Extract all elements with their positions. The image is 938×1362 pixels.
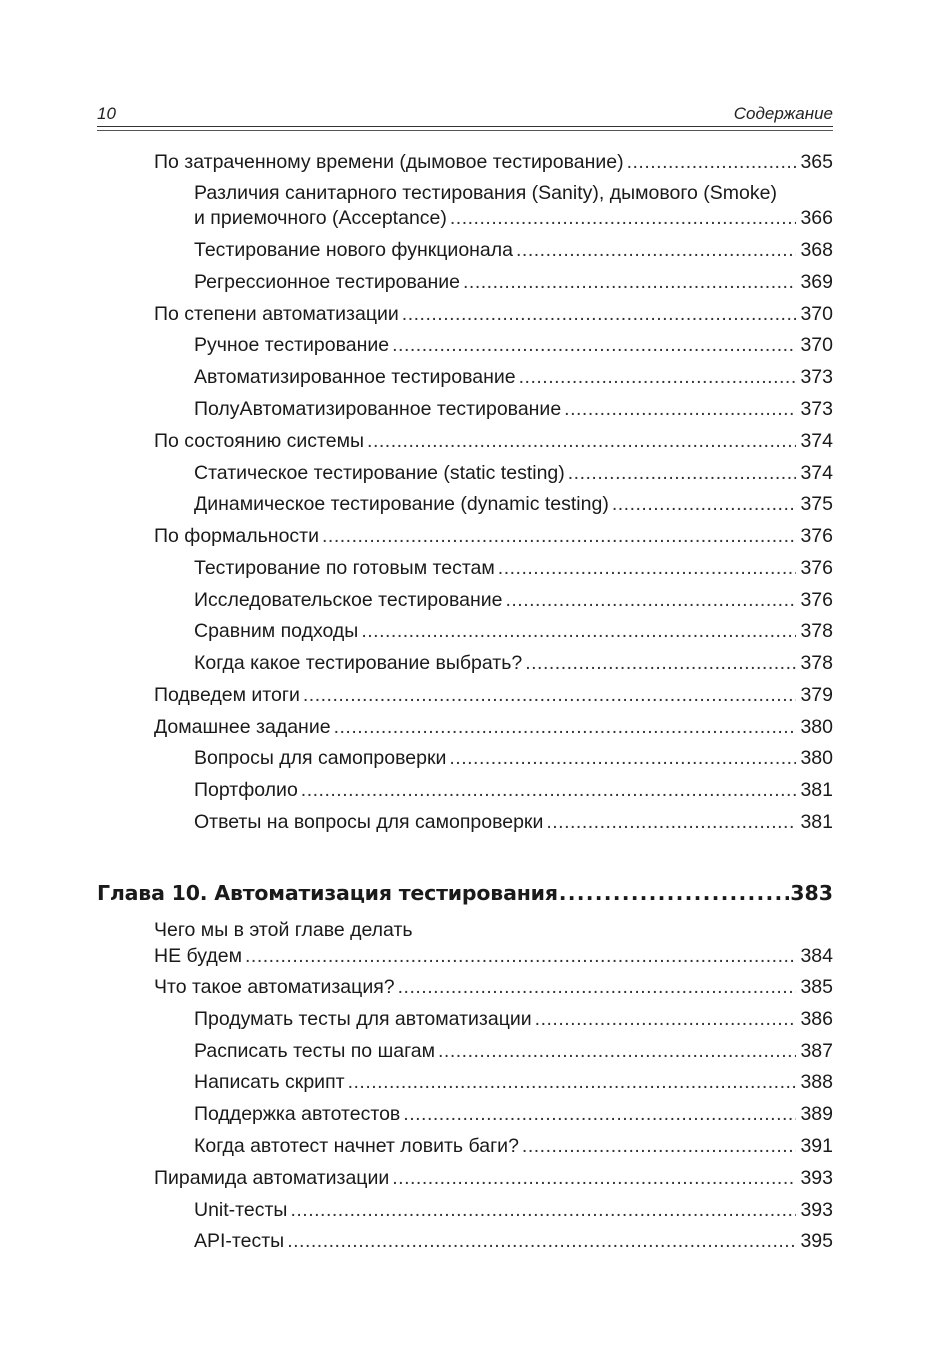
leader-dots <box>403 1102 796 1126</box>
toc-entry-title: Сравним подходы <box>194 620 359 642</box>
toc-entry-title: Продумать тесты для автоматизации <box>194 1008 532 1030</box>
toc-entry[interactable] <box>194 1134 833 1158</box>
toc-entry-title: Статическое тестирование (static testing) <box>194 462 565 484</box>
toc-entry[interactable] <box>194 397 833 421</box>
leader-dots <box>564 397 796 421</box>
toc-entry-title: Ответы на вопросы для самопроверки <box>194 811 544 833</box>
leader-dots <box>627 150 797 174</box>
toc-entry-page: 366 <box>800 207 833 229</box>
toc-entry[interactable] <box>154 150 833 174</box>
toc-entry-page: 381 <box>800 779 833 801</box>
toc-entry-page: 385 <box>800 976 833 998</box>
toc-entry-title: и приемочного (Acceptance) <box>194 207 447 229</box>
toc-entry[interactable] <box>194 333 833 357</box>
leader-dots <box>568 461 797 485</box>
toc-entry[interactable] <box>194 1198 833 1222</box>
toc-entry-page: 389 <box>800 1103 833 1125</box>
toc-entry-title: Подведем итоги <box>154 684 300 706</box>
toc-entry-page: 368 <box>800 239 833 261</box>
toc-entry[interactable] <box>194 556 833 580</box>
toc-entry-page: 380 <box>800 747 833 769</box>
toc-entry[interactable] <box>194 588 833 612</box>
leader-dots <box>367 429 796 453</box>
toc-entry[interactable] <box>194 1102 833 1126</box>
toc-entry-title-line: Различия санитарного тестирования (Sanity), дымового (Smoke) <box>194 182 777 204</box>
page-number: 10 <box>97 104 116 123</box>
leader-dots <box>303 683 797 707</box>
leader-dots <box>612 492 797 516</box>
leader-dots <box>290 1198 796 1222</box>
toc-entry-title: Исследовательское тестирование <box>194 589 503 611</box>
toc-entry-title: Поддержка автотестов <box>194 1103 401 1125</box>
toc-entry-page: 381 <box>800 811 833 833</box>
toc-entry-page: 376 <box>800 589 833 611</box>
toc-entry-page: 373 <box>800 366 833 388</box>
toc-entry[interactable] <box>194 238 833 262</box>
leader-dots <box>361 619 796 643</box>
toc-entry-page: 387 <box>800 1040 833 1062</box>
toc-entry-title: По состоянию системы <box>154 430 365 452</box>
toc-entry-title: Динамическое тестирование (dynamic testing) <box>194 493 609 515</box>
toc-entry-title: По формальности <box>154 525 319 547</box>
toc-entry[interactable] <box>154 524 833 548</box>
toc-entry-title: Автоматизированное тестирование <box>194 366 516 388</box>
toc-entry-title: По затраченному времени (дымовое тестирование) <box>154 151 624 173</box>
toc-entry-title: Написать скрипт <box>194 1071 345 1093</box>
leader-dots <box>519 365 797 389</box>
leader-dots <box>516 238 796 262</box>
leader-dots <box>322 524 796 548</box>
toc-entry[interactable] <box>194 651 833 675</box>
toc-entry-title: Вопросы для самопроверки <box>194 747 447 769</box>
running-header <box>97 103 833 127</box>
leader-dots <box>301 778 797 802</box>
toc-entry[interactable] <box>194 365 833 389</box>
toc-entry-title: Пирамида автоматизации <box>154 1167 390 1189</box>
leader-dots <box>522 1134 797 1158</box>
leader-dots <box>449 746 796 770</box>
toc-entry[interactable] <box>194 1229 833 1253</box>
toc-entry-title: Ручное тестирование <box>194 334 390 356</box>
toc-entry-page: 395 <box>800 1230 833 1252</box>
toc-entry-page: 386 <box>800 1008 833 1030</box>
toc-entry[interactable] <box>194 619 833 643</box>
header-rule <box>97 126 833 127</box>
toc-entry[interactable] <box>154 302 833 326</box>
leader-dots <box>505 588 796 612</box>
toc-entry-title: Регрессионное тестирование <box>194 271 460 293</box>
leader-dots <box>525 651 796 675</box>
toc-entry-page: 365 <box>800 151 833 173</box>
leader-dots <box>392 333 796 357</box>
toc-entry-title: НЕ будем <box>154 945 242 967</box>
leader-dots <box>463 270 796 294</box>
toc-entry-page: 393 <box>800 1167 833 1189</box>
toc-entry-title: Когда какое тестирование выбрать? <box>194 652 523 674</box>
toc-entry-title: Тестирование по готовым тестам <box>194 557 495 579</box>
header-rule-thin <box>97 130 833 131</box>
toc-entry-page: 375 <box>800 493 833 515</box>
toc-entry-page: 384 <box>800 945 833 967</box>
toc-entry[interactable] <box>194 1007 833 1031</box>
leader-dots <box>402 302 797 326</box>
toc-entry-page: 376 <box>800 525 833 547</box>
toc-entry[interactable] <box>154 944 833 968</box>
toc-entry[interactable] <box>194 461 833 485</box>
toc-entry[interactable] <box>154 429 833 453</box>
toc-entry-title: Тестирование нового функционала <box>194 239 513 261</box>
toc-entry-page: 376 <box>800 557 833 579</box>
toc-entry[interactable] <box>154 975 833 999</box>
toc-entry-title: Портфолио <box>194 779 298 801</box>
toc-entry-title: Что такое автоматизация? <box>154 976 395 998</box>
toc-entry-page: 393 <box>800 1199 833 1221</box>
toc-entry-title: Домашнее задание <box>154 716 331 738</box>
toc-entry-page: 388 <box>800 1071 833 1093</box>
toc-entry[interactable] <box>154 1166 833 1190</box>
toc-entry-page: 379 <box>800 684 833 706</box>
toc-entry-page: 391 <box>800 1135 833 1157</box>
leader-dots <box>498 556 797 580</box>
toc-entry[interactable] <box>154 715 833 739</box>
toc-entry-page: 378 <box>800 620 833 642</box>
toc-entry[interactable] <box>194 810 833 834</box>
toc-entry-page: 378 <box>800 652 833 674</box>
toc-entry[interactable] <box>194 746 833 770</box>
leader-dots <box>450 206 797 230</box>
leader-dots <box>392 1166 796 1190</box>
chapter-heading[interactable] <box>97 880 833 906</box>
toc-entry[interactable] <box>194 270 833 294</box>
toc-entry-title: По степени автоматизации <box>154 303 399 325</box>
toc-entry[interactable] <box>194 1039 833 1063</box>
leader-dots <box>287 1229 796 1253</box>
toc-entry-title-line: Чего мы в этой главе делать <box>154 919 413 941</box>
toc-entry-title: Unit-тесты <box>194 1199 288 1221</box>
toc-entry[interactable] <box>194 778 833 802</box>
toc-entry-page: 374 <box>800 462 833 484</box>
toc-entry-title: Когда автотест начнет ловить баги? <box>194 1135 519 1157</box>
toc-entry-page: 373 <box>800 398 833 420</box>
toc-entry-page: 370 <box>800 334 833 356</box>
toc-entry-title: API-тесты <box>194 1230 285 1252</box>
toc-entry[interactable] <box>194 1070 833 1094</box>
toc-entry-page: 374 <box>800 430 833 452</box>
chapter-title: Глава 10. Автоматизация тестирования <box>97 881 558 905</box>
toc-entry-page: 370 <box>800 303 833 325</box>
leader-dots <box>245 944 796 968</box>
toc-entry-title: ПолуАвтоматизированное тестирование <box>194 398 562 420</box>
leader-dots <box>334 715 797 739</box>
toc-entry[interactable] <box>194 492 833 516</box>
toc-entry-title: Расписать тесты по шагам <box>194 1040 435 1062</box>
leader-dots <box>398 975 797 999</box>
leader-dots <box>348 1070 797 1094</box>
leader-dots <box>559 880 789 906</box>
toc-entry[interactable] <box>194 206 833 230</box>
chapter-page: 383 <box>790 881 833 905</box>
leader-dots <box>535 1007 797 1031</box>
toc-entry-page: 380 <box>800 716 833 738</box>
leader-dots <box>438 1039 796 1063</box>
section-title: Содержание <box>733 104 833 123</box>
toc-entry[interactable] <box>154 683 833 707</box>
toc-entry-page: 369 <box>800 271 833 293</box>
leader-dots <box>546 810 796 834</box>
